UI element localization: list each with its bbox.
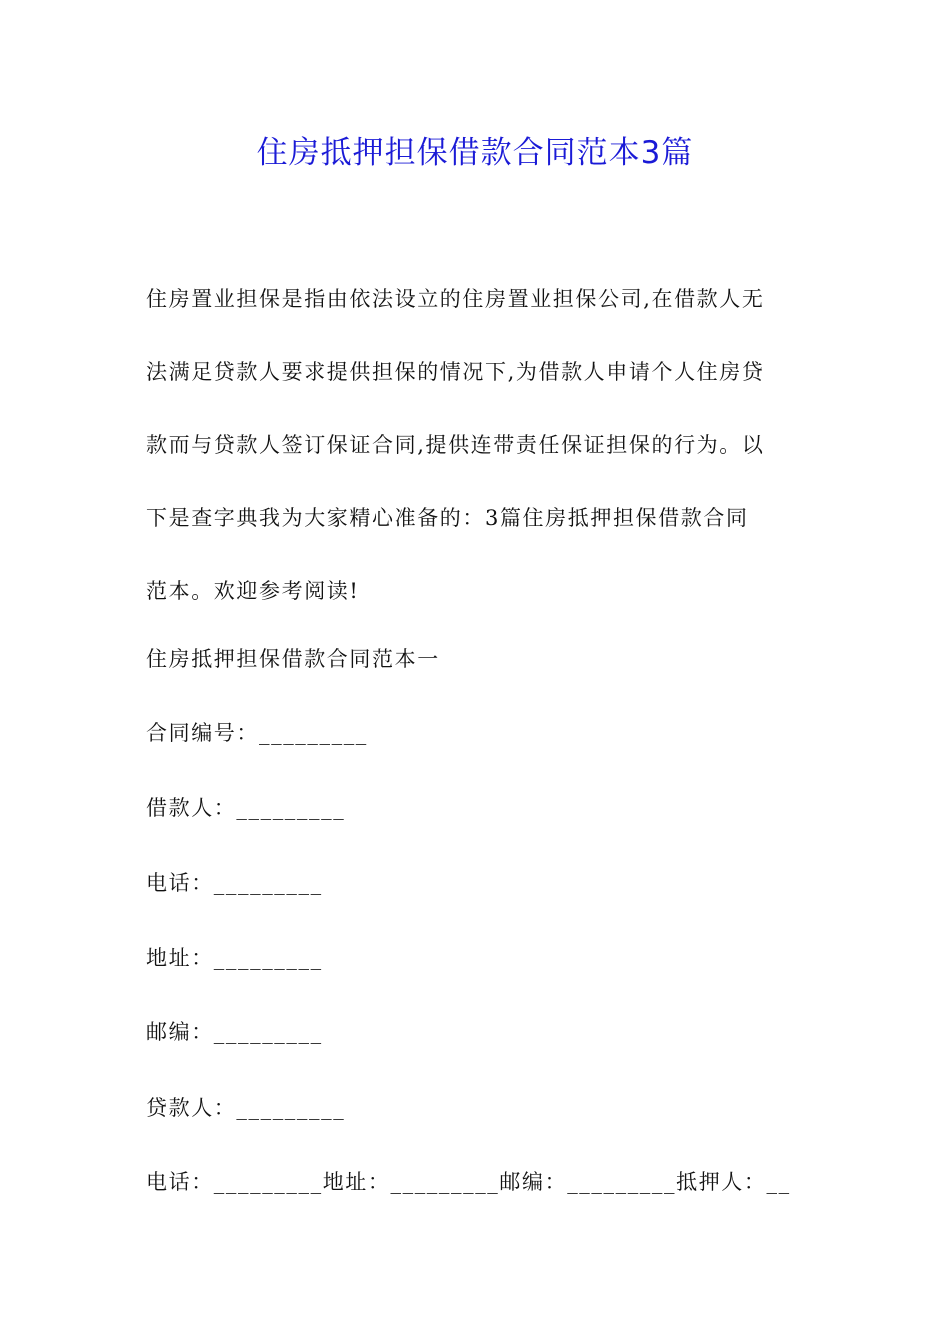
intro-line: 款而与贷款人签订保证合同,提供连带责任保证担保的行为。以 [146,433,765,457]
borrower-postcode-field: 邮编：_________ [146,1020,323,1044]
contract-number-field: 合同编号：_________ [146,721,368,745]
intro-line: 法满足贷款人要求提供担保的情况下,为借款人申请个人住房贷 [146,360,765,384]
document-title: 住房抵押担保借款合同范本3篇 [256,135,694,171]
section-heading: 住房抵押担保借款合同范本一 [146,647,440,671]
lender-field: 贷款人：_________ [146,1096,346,1120]
lender-contact-line: 电话：_________地址：_________邮编：_________抵押人：__ [146,1170,791,1194]
intro-paragraph [146,263,806,628]
intro-line: 下是查字典我为大家精心准备的：3篇住房抵押担保借款合同 [146,506,749,530]
intro-line: 范本。欢迎参考阅读! [146,579,360,603]
borrower-address-field: 地址：_________ [146,946,323,970]
borrower-field: 借款人：_________ [146,796,346,820]
borrower-phone-field: 电话：_________ [146,871,323,895]
intro-line: 住房置业担保是指由依法设立的住房置业担保公司,在借款人无 [146,287,765,311]
